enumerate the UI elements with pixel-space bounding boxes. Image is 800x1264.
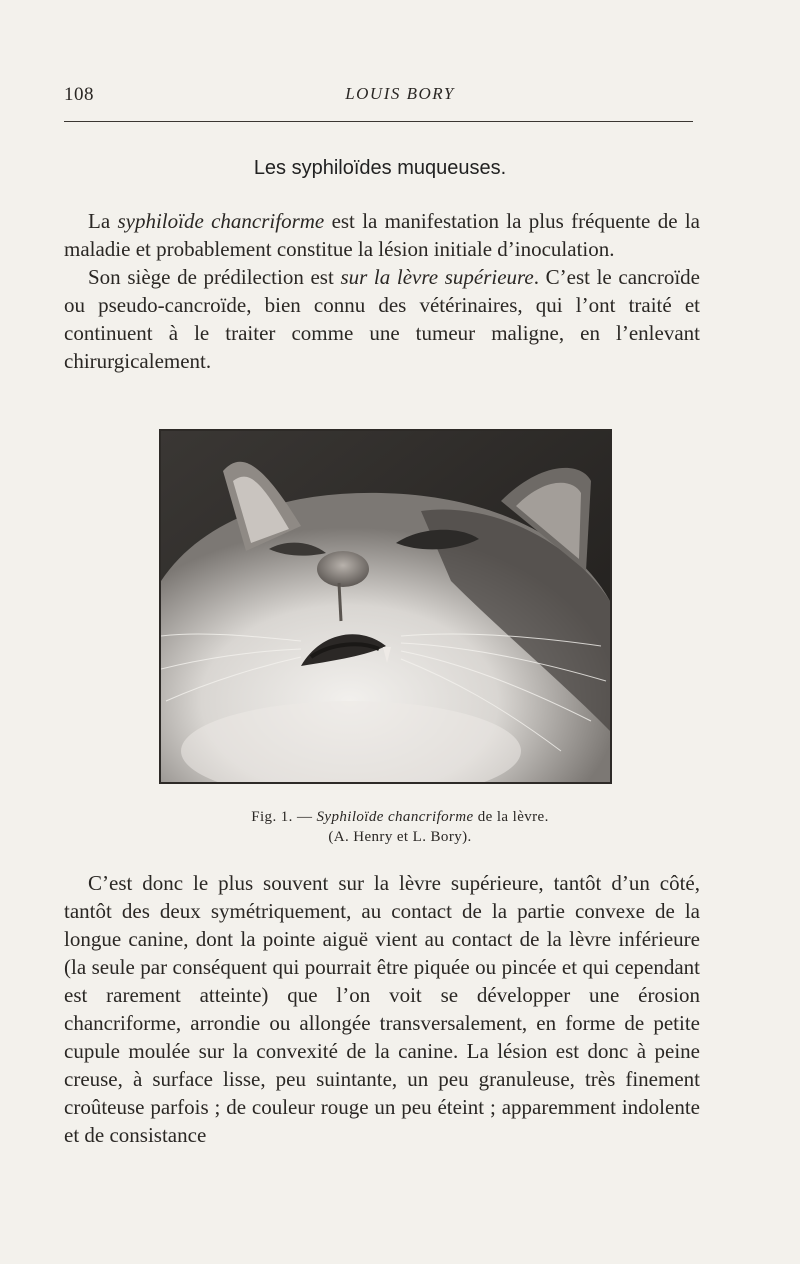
caption-prefix: Fig. 1. — (251, 809, 317, 825)
header-rule (64, 121, 693, 122)
caption-title: Syphiloïde chancriforme (316, 809, 474, 825)
text-block-top (64, 207, 700, 375)
paragraph-1 (64, 207, 700, 263)
caption-credit: (A. Henry et L. Bory). (328, 829, 472, 845)
paragraph-2-rest: . C’est le cancroïde ou pseudo-cancroïde, bien connu des vétérinaires, qui l’ont traité et continuent à le traiter comme une tumeur maligne, en l’enlevant chirurgicalement. (64, 265, 700, 373)
text-block-bottom (64, 869, 700, 1149)
caption-suffix: de la lèvre. (473, 809, 549, 825)
caption-line-1 (0, 807, 800, 827)
section-heading: Les syphiloïdes muqueuses. (253, 157, 507, 179)
cat-face-photo (161, 431, 610, 782)
paragraph-3: C’est donc le plus souvent sur la lèvre supérieure, tantôt d’un côté, tantôt des deux symétriquement, au contact de la partie convexe de la longue canine, dont la pointe aiguë vient au contact de la lèvre inférieure (la seule par conséquent qui pourrait être piquée ou pincée et qui cependant est rarement atteinte) que l’on voit se développer une érosion chancriforme, arrondie ou allongée transversalement, en forme de petite cupule moulée sur la convexité de la canine. La lésion est donc à peine creuse, à surface lisse, peu suintante, un peu granuleuse, très finement croûteuse parfois ; de couleur rouge un peu éteint ; apparemment indolente et de consistance (64, 871, 700, 1147)
paragraph-2-start: Son siège de prédilection est (88, 265, 341, 289)
paragraph-2 (64, 263, 700, 375)
paragraph-1-start: La (88, 209, 118, 233)
running-head: LOUIS BORY (345, 84, 455, 103)
paragraph-1-emphasis: syphiloïde chancriforme (117, 209, 325, 233)
paragraph-2-emphasis: sur la lèvre supérieure (340, 265, 534, 289)
figure-photograph (159, 429, 612, 784)
paragraph-1-rest: est la manifestation la plus fréquente de la maladie et probablement constitue la lésion initiale d’inoculation. (64, 209, 700, 261)
page-number: 108 (64, 84, 94, 105)
figure-caption (0, 807, 800, 847)
